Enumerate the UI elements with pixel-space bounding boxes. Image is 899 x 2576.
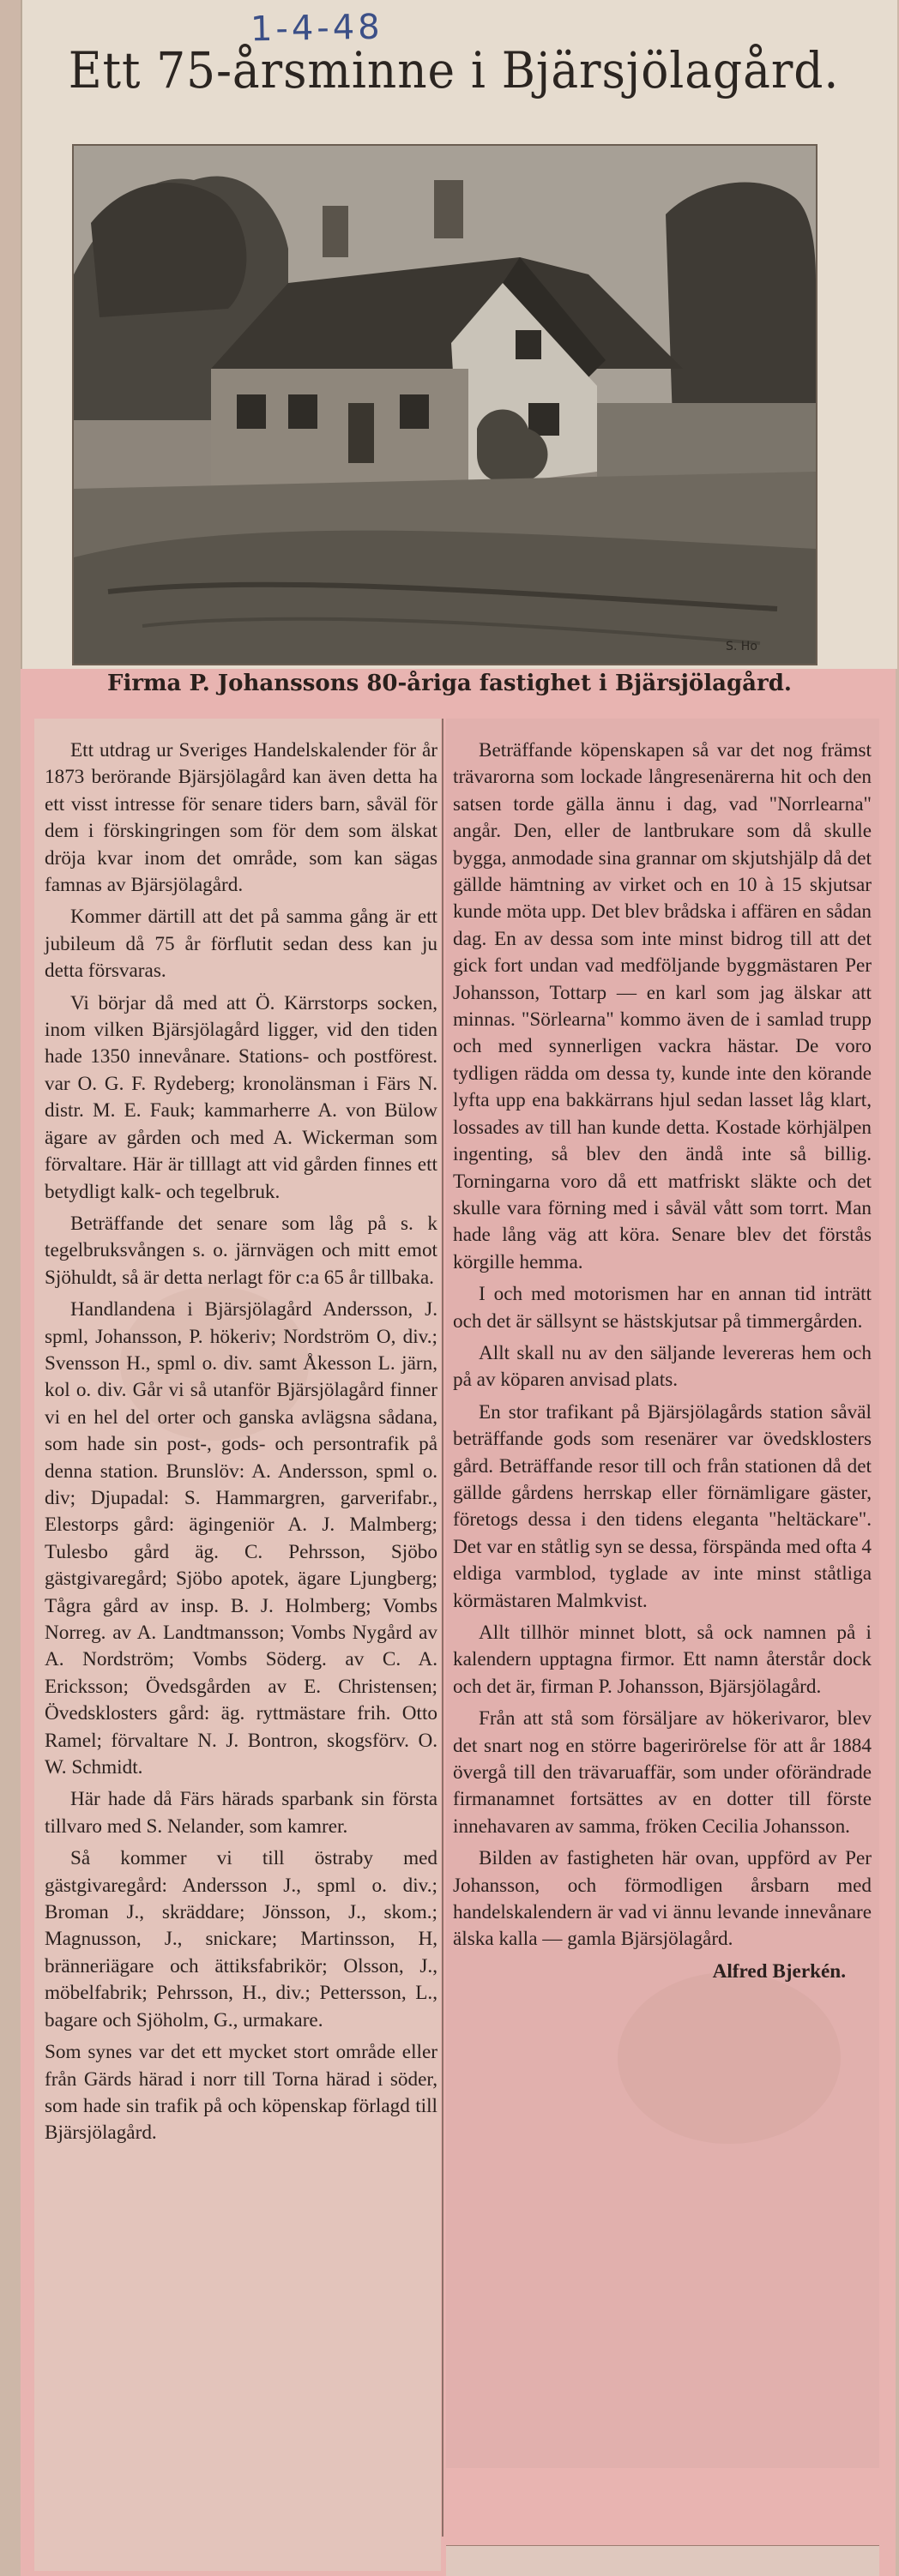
column-divider	[442, 719, 443, 2537]
author-signature: Alfred Bjerkén.	[712, 1959, 846, 1983]
paragraph: Handlandena i Bjärsjölagård Andersson, J. spml, Johansson, P. hökeriv; Nordström O, div.; Svensson H., spml o. div. samt Åkesson L. järn, kol o. div. Går vi så utanför Bjärsjölagård finner vi en hel del orter och ganska avlägsna sådana, som hade sin post-, gods- och persontrafik på denna station. Brunslöv: A. Andersson, spml o. div; Djupadal: S. Hammargren, garverifabr., Elestorps gård: ägingeniör A. J. Malmberg; Tulesbo gård äg. C. Pehrsson, Sjöbo gästgivaregård; Sjöbo apotek, ägare Ljungberg; Tågra gård av insp. B. J. Holmberg; Vombs Norreg. av A. Landtmansson; Vombs Nygård av A. Nordström; Vombs Söderg. av C. A. Ericksson; Övedsgården av E. Christensen; Övedsklosters gård: äg. ryttmästare frih. Otto Ramel; förvaltare N. J. Bontron, skogsförv. O. W. Schmidt.	[45, 1298, 437, 1779]
paragraph: I och med motorismen har en annan tid inträtt och det är sällsynt se hästskjutsar på timmergården.	[453, 1283, 872, 1333]
paragraph: Ett utdrag ur Sveriges Handelskalender för år 1873 berörande Bjärsjölagård kan även detta ha ett visst intresse för senare tiders barn, såväl för dem i förskingringen som för dem som älskat dröja kvar inom det område, som kan sägas famnas av Bjärsjölagård.	[45, 739, 437, 897]
paragraph: Allt skall nu av den säljande levereras hem och på av köparen anvisad plats.	[453, 1341, 872, 1392]
right-column-text	[453, 737, 872, 1990]
paragraph: Så kommer vi till östraby med gästgivaregård: Andersson J., spml o. div.; Broman J., skräddare; Jönsson, J., skom.; Magnusson, J., snickare; Martinsson, H, bränneriägare och ättiksfabrikör; Olsson, J., möbelfabrik; Pehrsson, H., div.; Pettersson, L., bagare och Sjöholm, G., urmakare.	[45, 1847, 437, 2031]
next-clipping-edge	[446, 2545, 879, 2576]
paragraph: Vi börjar då med att Ö. Kärrstorps socken, inom vilken Bjärsjölagård ligger, vid den tiden hade 1350 innevånare. Stations- och postförest. var O. G. F. Rydeberg; kronolänsman i Färs N. distr. M. E. Fauk; kammarherre A. von Bülow ägare av gården och med A. Wickerman som förvaltare. Här är tilllagt att vid gården finnes ett betydligt kalk- och tegelbruk.	[45, 991, 437, 1203]
painter-signature: S. Ho	[726, 640, 757, 653]
paragraph: Från att stå som försäljare av hökerivaror, blev det snart nog en större bagerirörelse för att år 1884 övergå till den trävaruaffär, som under oförändrade firmanamnet fortsättes av en dotter till förste innehavaren av samma, fröken Cecilia Johansson.	[453, 1707, 872, 1838]
house-illustration	[74, 146, 816, 664]
paragraph: Som synes var det ett mycket stort område eller från Gärds härad i norr till Torna härad i söder, som hade sin trafik på och köpenskap förlagd till Bjärsjölagård.	[45, 2041, 437, 2145]
paragraph: Bilden av fastigheten här ovan, uppförd av Per Johansson, och förmodligen årsbarn med handelskalendern är vad vi ännu levande innevånare älska kalla — gamla Bjärsjölagård.	[453, 1847, 872, 1951]
article-headline: Ett 75-årsminne i Bjärsjölagård.	[68, 41, 840, 99]
paper-stain	[618, 1972, 841, 2144]
left-column-text	[45, 737, 437, 2152]
paragraph: Här hade då Färs härads sparbank sin första tillvaro med S. Nelander, som kamrer.	[45, 1788, 437, 1838]
paragraph: Beträffande köpenskapen så var det nog främst trävarorna som lockade långresenärerna hit och den satsen torde gälla ännu i dag, vad "Norrlearna" angår. Den, eller de lantbrukare som då skulle bygga, anmodade sina grannar om skjutshjälp då det gällde hämtning av virket och en 10 à 15 skjutsar kunde möta upp. Det blev brådska i affären en sådan dag. En av dessa som inte minst bidrog till att det gick fort undan vad medföljande byggmästaren Per Johansson, Tottarp — en karl som jag älskar att minnas. "Sörlearna" kommo även de i samlad trupp och med synnerligen vackra hästar. De voro tydligen rädda om dessa ty, kunde inte den körande lyfta upp ena bakkärrans hjul sedan lasset låg klart, lossades av till han kunde detta. Kostade körhjälpen ingenting, så blev den ändå inte så billig. Torningarna voro då ett matfriskt släkte och det skulle vara förning med i såväl vått som torrt. Man hade lång väg att köra. Senare blev det förstås körgille hemma.	[453, 739, 872, 1273]
paragraph: Allt tillhör minnet blott, så ock namnen på i kalendern upptagna firmor. Ett namn återstår dock och det är, firman P. Johansson, Bjärsjölagård.	[453, 1622, 872, 1698]
paragraph: Beträffande det senare som låg på s. k tegelbruksvången s. o. järnvägen och mitt emot Sjöhuldt, så är detta nerlagt för c:a 65 år tillbaka.	[45, 1212, 437, 1289]
paragraph: Kommer därtill att det på samma gång är ett jubileum då 75 år förflutit sedan dess kan ju detta försvaras.	[45, 906, 437, 983]
house-photo	[72, 144, 818, 665]
paragraph: En stor trafikant på Bjärsjölagårds station såväl beträffande gods som resenärer var övedsklosters gård. Beträffande resor till och från stationen då det gällde gårdens herrskap eller förnämligare gäster, företogs dessa i den tidens eleganta "heltäckare". Det var en ståtlig syn se dessa, förspända med ofta 4 eldiga varmblod, tyglade av inte minst ståtliga körmästaren Malmkvist.	[453, 1400, 872, 1612]
photo-caption: Firma P. Johanssons 80-åriga fastighet i Bjärsjölagård.	[107, 671, 792, 696]
handwritten-date: 1-4-48	[250, 7, 384, 50]
